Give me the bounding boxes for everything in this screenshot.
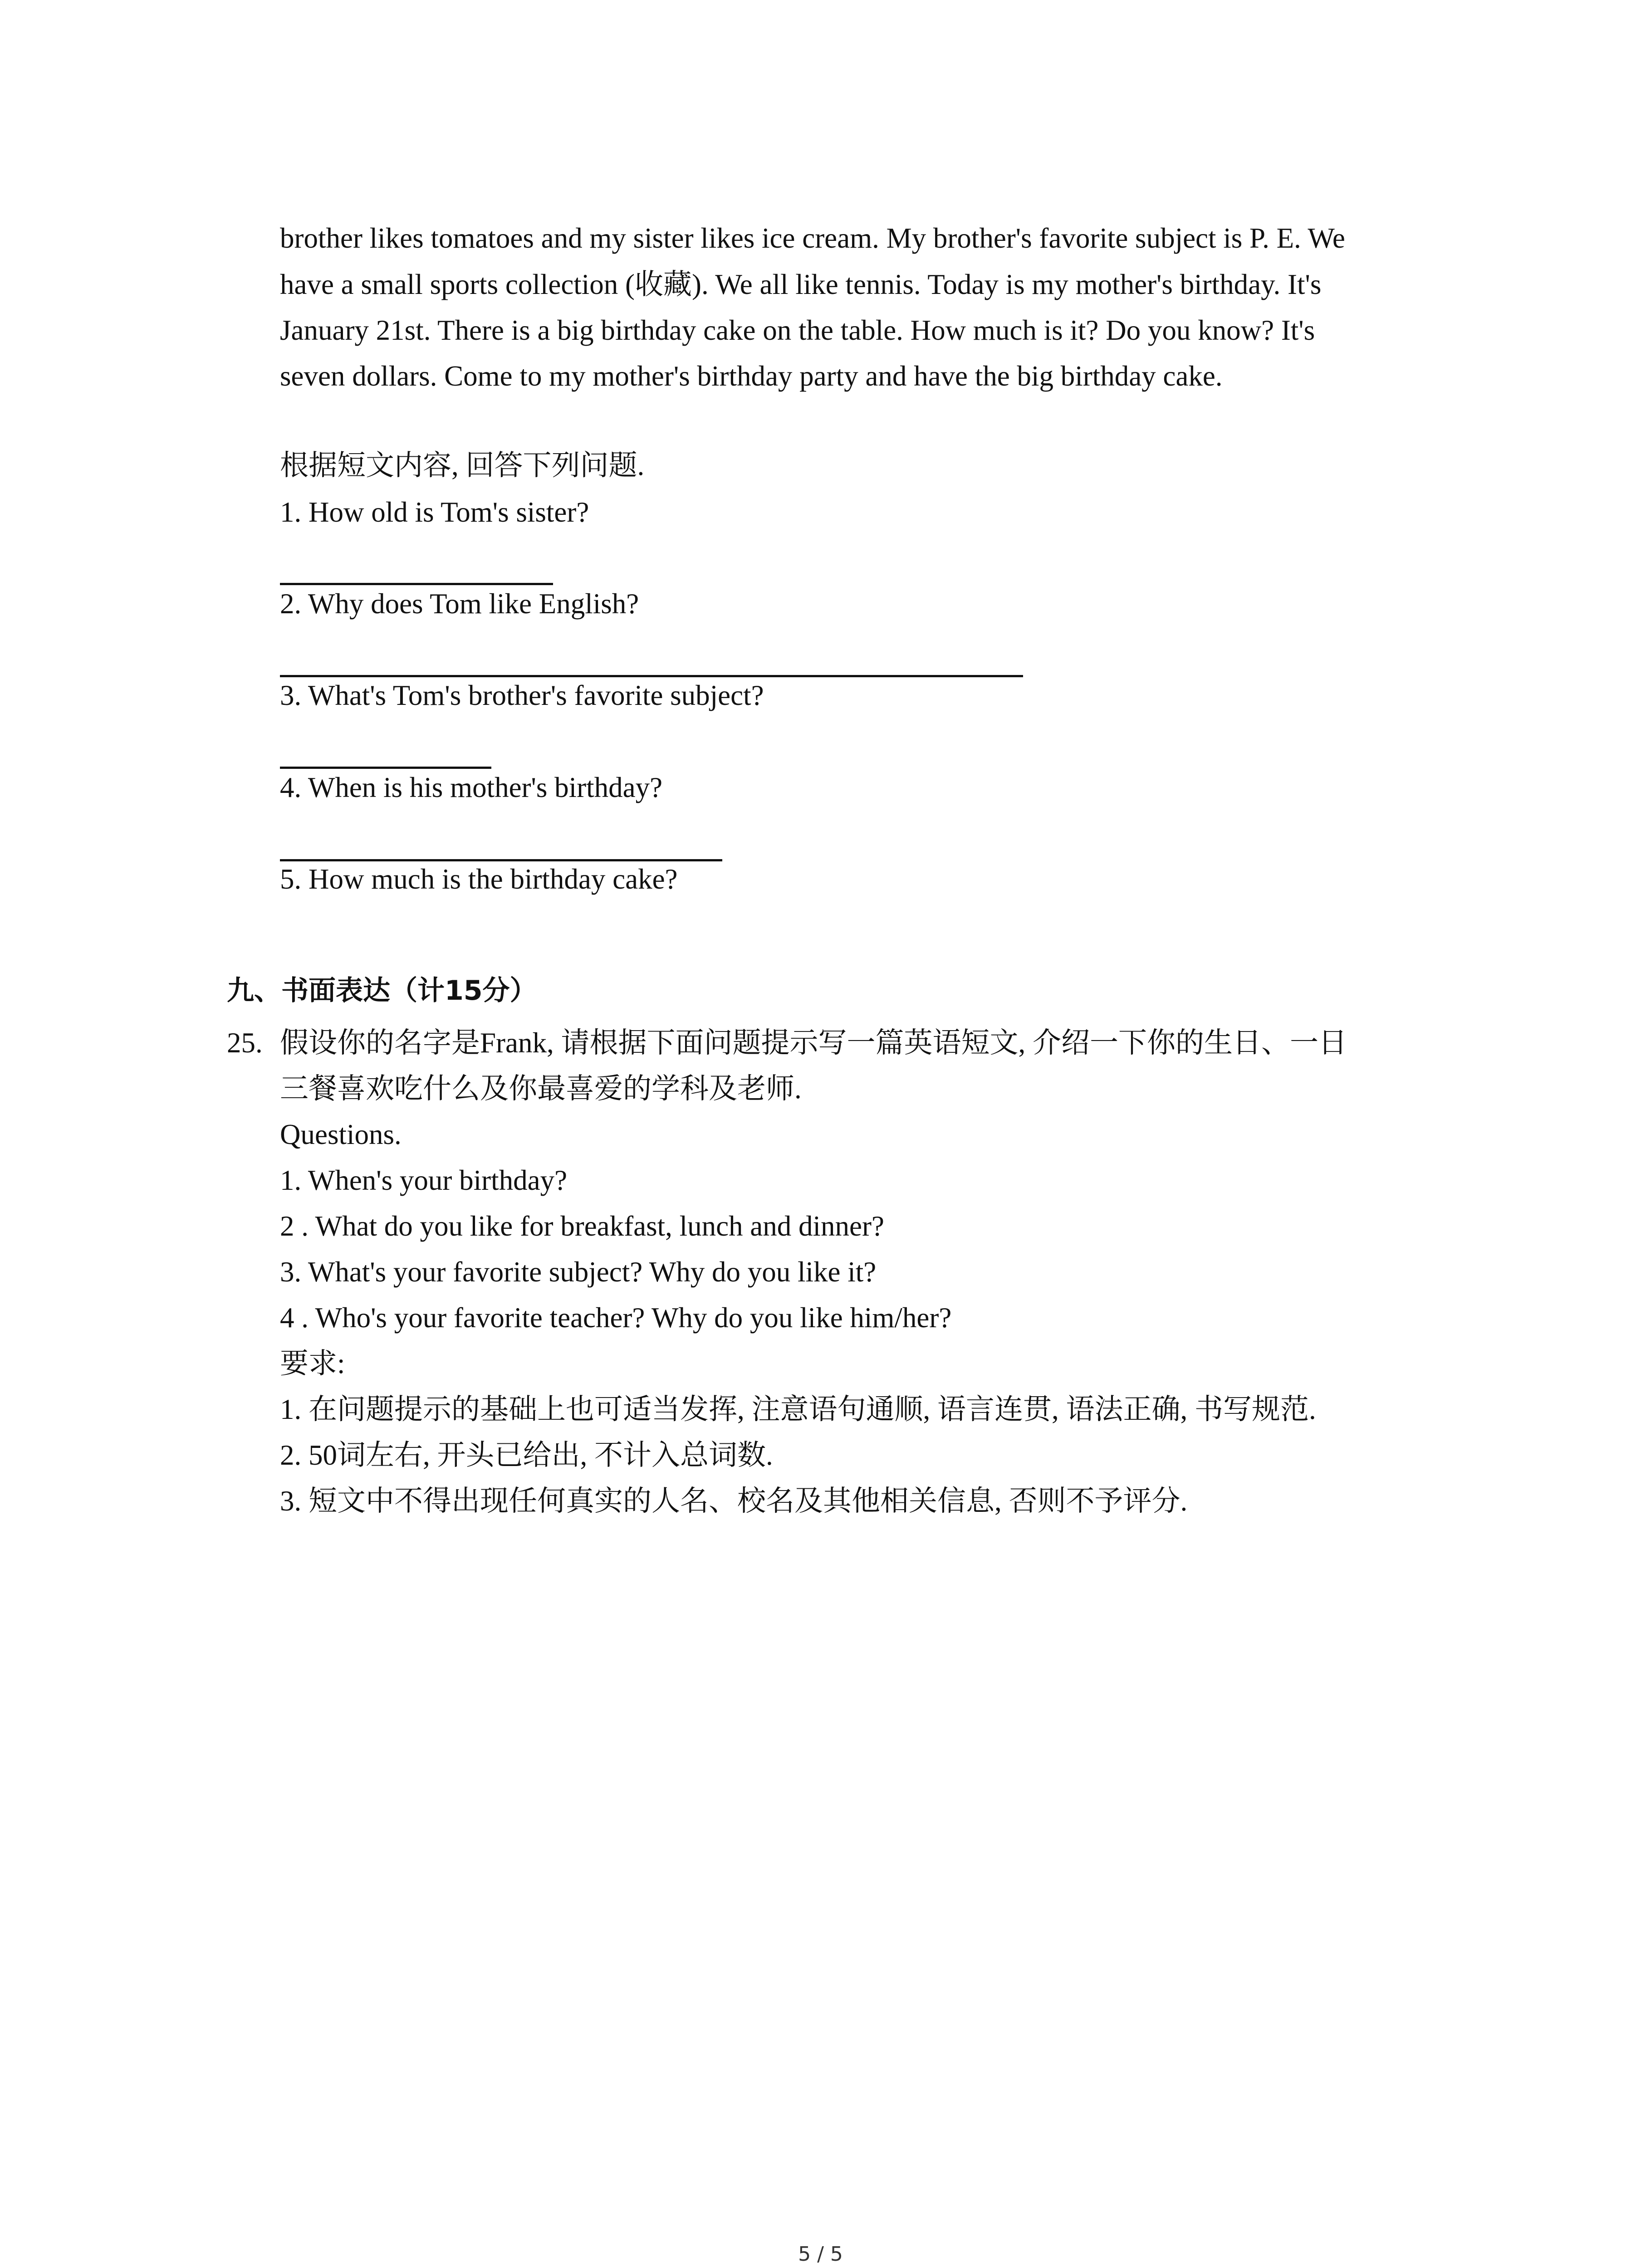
- reading-question: 3. What's Tom's brother's favorite subject?: [280, 679, 764, 711]
- reading-question: 5. How much is the birthday cake?: [280, 863, 678, 895]
- answer-blank[interactable]: [280, 583, 553, 585]
- page-number: 5 / 5: [798, 2243, 843, 2266]
- writing-question: 4 . Who's your favorite teacher? Why do you like him/her?: [280, 1302, 952, 1334]
- writing-prompt: 三餐喜欢吃什么及你最喜爱的学科及老师.: [280, 1073, 802, 1105]
- answer-blank[interactable]: [280, 675, 1023, 677]
- requirement-item: 1. 在问题提示的基础上也可适当发挥, 注意语句通顺, 语言连贯, 语法正确, 书写规范.: [280, 1393, 1316, 1425]
- passage-line: have a small sports collection (收藏). We all like tennis. Today is my mother's birthday. It's: [280, 269, 1322, 300]
- requirement-item: 2. 50词左右, 开头已给出, 不计入总词数.: [280, 1439, 773, 1471]
- passage-line: January 21st. There is a big birthday cake on the table. How much is it? Do you know? It's: [280, 314, 1315, 346]
- questions-label: Questions.: [280, 1119, 402, 1150]
- reading-question: 1. How old is Tom's sister?: [280, 496, 589, 528]
- passage-line: brother likes tomatoes and my sister likes ice cream. My brother's favorite subject is P. E. We: [280, 222, 1345, 254]
- question-number: 25.: [227, 1027, 263, 1059]
- answer-blank[interactable]: [280, 859, 722, 861]
- section-heading: 九、书面表达（计15分）: [227, 975, 537, 1007]
- reading-question: 4. When is his mother's birthday?: [280, 772, 663, 803]
- requirements-label: 要求:: [280, 1348, 345, 1379]
- writing-question: 1. When's your birthday?: [280, 1164, 568, 1196]
- writing-question: 3. What's your favorite subject? Why do you like it?: [280, 1256, 877, 1288]
- writing-prompt: 假设你的名字是Frank, 请根据下面问题提示写一篇英语短文, 介绍一下你的生日、一日: [280, 1027, 1347, 1059]
- reading-instruction: 根据短文内容, 回答下列问题.: [280, 450, 645, 481]
- answer-blank[interactable]: [280, 767, 491, 769]
- passage-line: seven dollars. Come to my mother's birthday party and have the big birthday cake.: [280, 360, 1223, 392]
- writing-question: 2 . What do you like for breakfast, lunch and dinner?: [280, 1210, 884, 1242]
- requirement-item: 3. 短文中不得出现任何真实的人名、校名及其他相关信息, 否则不予评分.: [280, 1485, 1188, 1517]
- reading-question: 2. Why does Tom like English?: [280, 588, 639, 620]
